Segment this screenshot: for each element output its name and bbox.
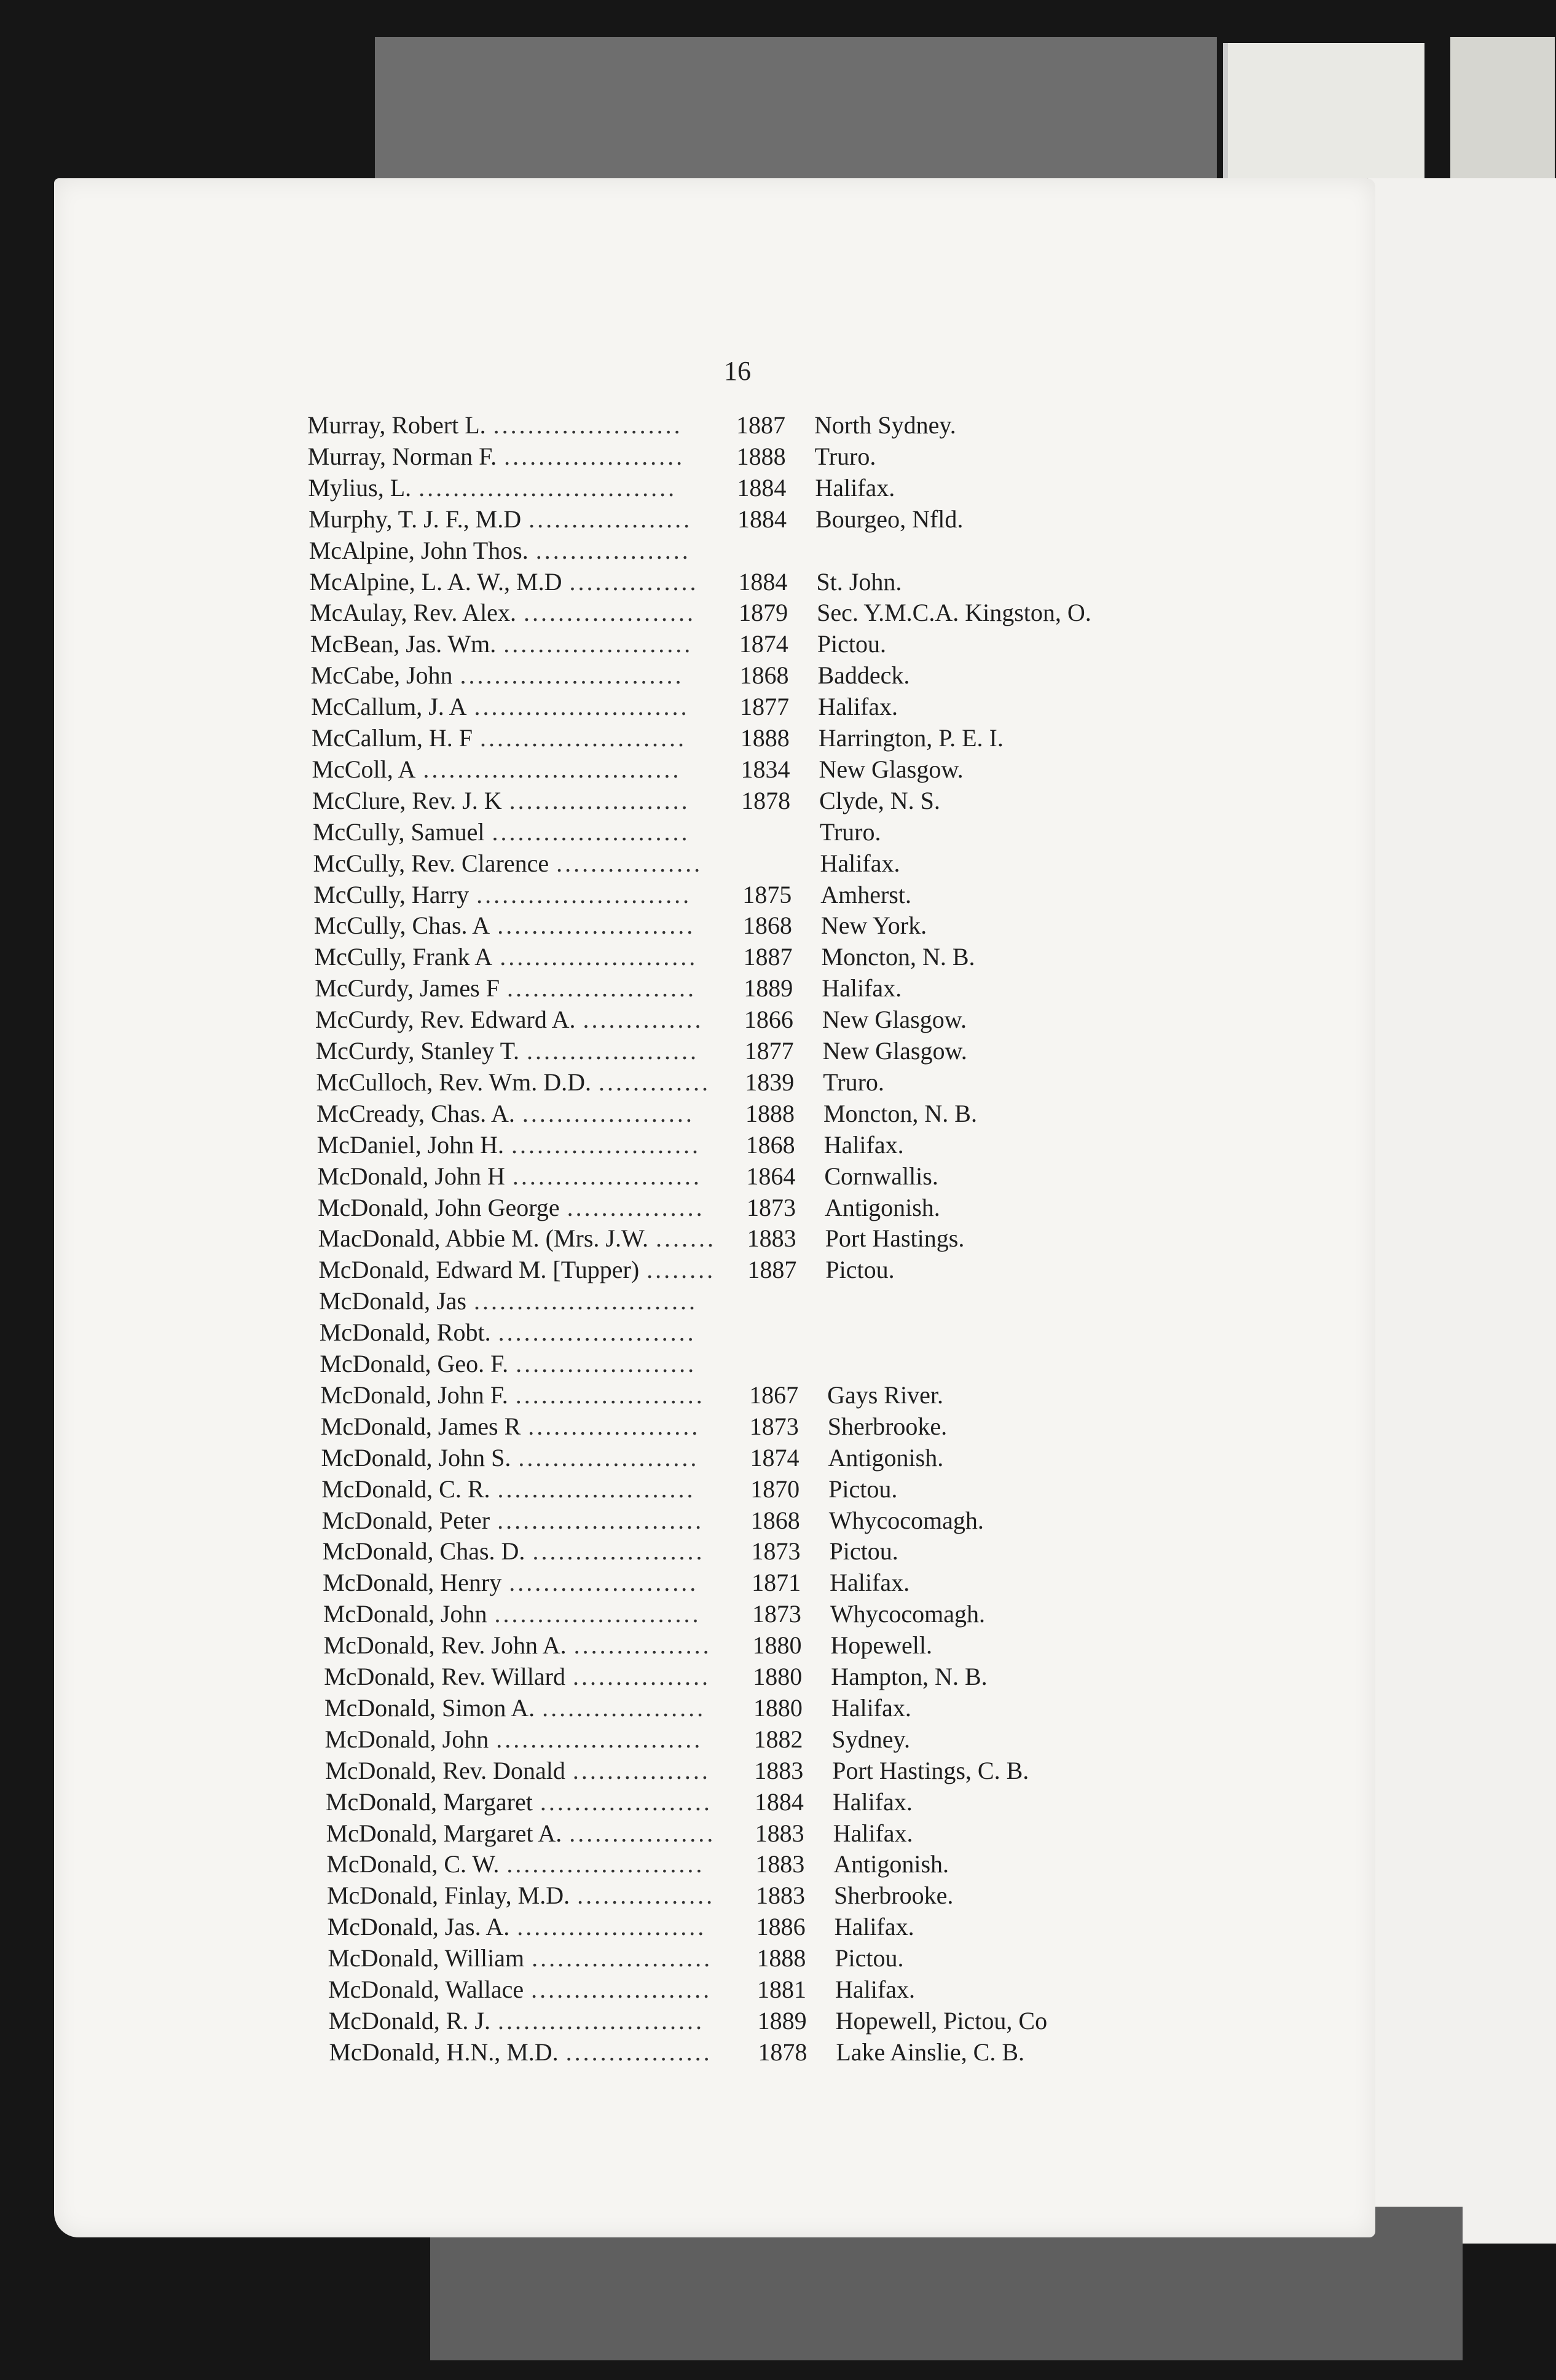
entry-name: McDonald, John S. (321, 1443, 511, 1472)
leader-dots: ...................... (493, 411, 683, 439)
entry-year: 1834 (741, 755, 790, 783)
leader-dots: ..................... (518, 1443, 699, 1472)
list-item (319, 1287, 1256, 1318)
entry-name: McDonald, John (324, 1725, 489, 1753)
entry-name: McDonald, Margaret A. (326, 1819, 562, 1847)
leader-dots: ..................... (531, 1976, 712, 2003)
leader-dots: .......................... (474, 1287, 697, 1315)
entry-name: McDonald, John F. (320, 1381, 508, 1409)
entry-year: 1867 (749, 1381, 799, 1409)
list-item (314, 911, 1251, 943)
entry-year: 1880 (752, 1631, 802, 1660)
entry-name: Mylius, L. (308, 473, 412, 502)
entry-name: McDonald, John H (317, 1162, 505, 1190)
list-item (308, 473, 1245, 505)
leader-dots: .............. (583, 1006, 704, 1034)
leader-dots: ....... (656, 1224, 717, 1253)
entry-place: Halifax. (834, 1913, 914, 1941)
list-item (321, 1443, 1258, 1475)
entry-place: New Glasgow. (819, 755, 964, 783)
entry-place: Amherst. (820, 880, 911, 908)
leader-dots: ................ (567, 1193, 705, 1221)
leader-dots: ................ (572, 1663, 710, 1690)
leader-dots: ....................... (492, 818, 690, 846)
leader-dots: ................... (528, 505, 693, 533)
page-number: 16 (724, 356, 751, 386)
entry-place: Moncton, N. B. (821, 943, 975, 971)
list-item (322, 1537, 1259, 1569)
entry-year: 1873 (752, 1600, 801, 1628)
leader-dots: ....................... (497, 1475, 696, 1503)
entry-year: 1887 (747, 1256, 797, 1284)
entry-name: McDonald, Simon A. (324, 1693, 535, 1722)
list-item (308, 505, 1246, 537)
entry-year: 1877 (744, 1037, 794, 1065)
list-item (324, 1631, 1261, 1663)
list-item (320, 1381, 1257, 1413)
entry-place: Harrington, P. E. I. (818, 724, 1004, 752)
list-item (321, 1475, 1259, 1507)
list-item (327, 1881, 1264, 1913)
entry-place: Pictou. (835, 1944, 904, 1972)
leader-dots: ........................ (480, 724, 687, 752)
entry-name: McDonald, Geo. F. (320, 1350, 509, 1377)
entry-place: Pictou. (828, 1475, 898, 1503)
entry-place: Halifax. (830, 1569, 910, 1597)
entry-place: New Glasgow. (822, 1037, 967, 1065)
entry-name: McDonald, Chas. D. (322, 1537, 525, 1566)
list-item (320, 1318, 1257, 1350)
entry-year: 1888 (756, 1944, 806, 1972)
entry-name: McAulay, Rev. Alex. (310, 599, 516, 627)
list-item (320, 1349, 1257, 1381)
list-item (325, 1756, 1262, 1788)
entry-year: 1883 (755, 1850, 805, 1878)
leader-dots: ................ (577, 1882, 715, 1910)
entry-place: St. John. (816, 567, 902, 596)
entry-name: McDonald, Margaret (325, 1787, 533, 1816)
entry-year: 1881 (757, 1976, 806, 2003)
list-item (323, 1568, 1260, 1600)
entry-year: 1887 (743, 943, 793, 971)
entry-year: 1888 (736, 442, 786, 470)
entry-name: McDaniel, John H. (316, 1130, 505, 1159)
entry-place: Truro. (819, 818, 881, 846)
leader-dots: .............................. (418, 473, 677, 502)
entry-place: Halifax. (831, 1693, 911, 1722)
leader-dots: ................. (569, 1819, 716, 1847)
entry-name: McDonald, Peter (321, 1506, 490, 1534)
entry-year: 1889 (757, 2006, 807, 2035)
entry-name: McCallum, J. A (311, 693, 467, 721)
leader-dots: ..................... (509, 786, 690, 814)
entry-name: McDonald, C. W. (326, 1850, 500, 1878)
entry-name: McDonald, R. J. (328, 2006, 490, 2035)
leader-dots: .................. (535, 536, 691, 564)
entry-year: 1882 (753, 1725, 803, 1753)
leader-dots: ...................... (517, 1913, 707, 1941)
list-item (318, 1193, 1255, 1225)
entry-year: 1883 (755, 1819, 804, 1847)
entry-name: McCabe, John (310, 661, 453, 690)
entry-name: McDonald, John (323, 1600, 487, 1628)
entry-year: 1873 (749, 1412, 799, 1440)
entry-place: Gays River. (827, 1381, 943, 1409)
list-item (316, 1099, 1254, 1131)
entry-name: McAlpine, John Thos. (308, 536, 528, 564)
list-item (328, 1912, 1265, 1944)
entry-name: McDonald, Jas. A. (327, 1913, 510, 1941)
list-item (325, 1725, 1262, 1757)
entry-year: 1886 (756, 1913, 806, 1941)
list-item (310, 661, 1248, 693)
list-item (317, 1130, 1254, 1162)
entry-name: McCulloch, Rev. Wm. D.D. (316, 1068, 591, 1096)
entry-name: McCallum, H. F (311, 724, 473, 752)
entry-year: 1871 (752, 1569, 801, 1597)
leader-dots: ........................ (496, 1725, 703, 1753)
entry-year: 1868 (745, 1130, 795, 1159)
list-item (318, 1255, 1255, 1287)
leader-dots: ..................... (532, 1944, 713, 1972)
entry-place: Halifax. (835, 1976, 915, 2003)
entry-name: McAlpine, L. A. W., M.D (309, 567, 562, 596)
entry-name: McDonald, James R (320, 1412, 521, 1440)
list-item (308, 442, 1245, 474)
entry-year: 1884 (754, 1787, 804, 1816)
leader-dots: ........ (646, 1256, 716, 1284)
entry-year: 1868 (750, 1506, 800, 1534)
entry-year: 1874 (739, 630, 788, 658)
list-item (324, 1693, 1262, 1725)
leader-dots: ............... (569, 567, 699, 596)
entry-year: 1888 (745, 1099, 795, 1127)
entry-place: Port Hastings, C. B. (832, 1756, 1029, 1784)
entry-place: Whycocomagh. (828, 1506, 984, 1534)
entry-year: 1880 (753, 1663, 803, 1690)
entry-year: 1875 (742, 880, 792, 908)
entry-name: McDonald, Robt. (319, 1318, 491, 1347)
list-item (315, 974, 1252, 1006)
entry-year: 1866 (744, 1006, 793, 1034)
list-item (310, 629, 1248, 661)
leader-dots: ..................... (504, 442, 685, 470)
entry-name: McColl, A (312, 755, 416, 783)
list-item (328, 1975, 1265, 2007)
entry-year: 1883 (747, 1224, 796, 1253)
entry-name: McCully, Rev. Clarence (313, 849, 549, 877)
entry-place: Halifax. (818, 693, 898, 721)
entry-name: McDonald, Edward M. [Tupper) (318, 1256, 640, 1284)
leader-dots: ................ (573, 1631, 712, 1660)
entry-name: McClure, Rev. J. K (312, 786, 502, 814)
entry-name: McDonald, Wallace (328, 1976, 524, 2003)
entry-name: Murray, Robert L. (307, 411, 486, 439)
list-item (312, 723, 1249, 755)
entry-place: Hampton, N. B. (831, 1663, 988, 1690)
entry-place: Clyde, N. S. (819, 786, 940, 814)
list-item (307, 411, 1244, 443)
entry-year: 1839 (745, 1068, 795, 1096)
leader-dots: .................... (527, 1037, 699, 1065)
entry-place: Pictou. (817, 630, 886, 658)
entry-place: New York. (820, 912, 927, 940)
entry-name: McDonald, Rev. Willard (324, 1663, 565, 1690)
entry-place: Baddeck. (817, 661, 910, 690)
entry-place: Hopewell. (830, 1631, 933, 1660)
list-item (322, 1506, 1259, 1538)
entry-name: Murphy, T. J. F., M.D (308, 505, 522, 533)
entry-year: 1864 (746, 1162, 796, 1190)
entry-name: McDonald, C. R. (321, 1475, 490, 1503)
entry-place: Halifax. (822, 974, 902, 1003)
entry-year: 1873 (747, 1193, 796, 1221)
entry-name: McCready, Chas. A. (316, 1099, 515, 1127)
entry-name: McDonald, Rev. Donald (325, 1756, 565, 1784)
leader-dots: ................. (556, 849, 703, 877)
leader-dots: ...................... (511, 1130, 701, 1159)
list-item (312, 786, 1249, 818)
list-item (310, 598, 1247, 630)
entry-place: Halifax. (832, 1787, 913, 1816)
entry-year: 1884 (737, 505, 787, 533)
list-item (329, 2038, 1266, 2070)
entry-place: Lake Ainslie, C. B. (836, 2038, 1024, 2066)
list-item (318, 1224, 1255, 1256)
entry-year: 1878 (758, 2038, 807, 2066)
entry-name: McDonald, John George (318, 1193, 560, 1221)
entry-name: McDonald, Finlay, M.D. (326, 1882, 570, 1910)
list-item (311, 692, 1248, 724)
entry-year: 1874 (750, 1443, 800, 1472)
list-item (316, 1036, 1253, 1068)
leader-dots: ..................... (516, 1350, 697, 1377)
leader-dots: ...................... (509, 1569, 699, 1597)
entry-year: 1884 (738, 567, 788, 596)
entry-place: Port Hastings. (825, 1224, 965, 1253)
entry-place: North Sydney. (814, 411, 956, 439)
entry-place: Halifax. (820, 849, 900, 877)
leader-dots: ....................... (500, 943, 698, 971)
entry-name: McCurdy, James F (315, 974, 500, 1003)
entry-name: McCully, Harry (313, 880, 470, 908)
list-item (321, 1412, 1258, 1444)
leader-dots: ...................... (503, 630, 693, 658)
entry-name: McCurdy, Stanley T. (315, 1037, 520, 1065)
entry-place: Pictou. (829, 1537, 898, 1566)
leader-dots: .................... (523, 599, 696, 627)
entry-place: Hopewell, Pictou, Co (835, 2006, 1048, 2035)
entry-year: 1884 (737, 473, 787, 502)
entry-year: 1888 (740, 724, 790, 752)
list-item (316, 1068, 1253, 1100)
entry-name: McCurdy, Rev. Edward A. (315, 1006, 576, 1034)
leader-dots: ........................ (497, 1506, 704, 1534)
entry-place: Sherbrooke. (833, 1882, 954, 1910)
entry-year: 1883 (755, 1882, 805, 1910)
entry-name: MacDonald, Abbie M. (Mrs. J.W. (318, 1224, 649, 1253)
list-item (326, 1850, 1263, 1882)
leader-dots: .................... (540, 1787, 712, 1816)
entry-place: Sydney. (831, 1725, 910, 1753)
entry-name: McCully, Chas. A (313, 912, 490, 940)
entry-year: 1889 (744, 974, 793, 1003)
entry-year: 1868 (742, 912, 792, 940)
leader-dots: ......................... (476, 880, 692, 908)
entry-name: McCully, Samuel (312, 818, 485, 846)
leader-dots: .............................. (423, 755, 682, 783)
entry-place: Antigonish. (833, 1850, 949, 1878)
leader-dots: ...................... (515, 1381, 705, 1409)
entry-place: Truro. (814, 442, 876, 470)
leader-dots: ...................... (506, 974, 696, 1003)
entry-name: McCully, Frank A (314, 943, 493, 971)
list-item (313, 849, 1251, 881)
leader-dots: ....................... (497, 912, 696, 940)
leader-dots: ................. (565, 2038, 712, 2066)
entry-place: Halifax. (833, 1819, 913, 1847)
list-item (317, 1162, 1254, 1194)
entry-place: Truro. (823, 1068, 884, 1096)
list-item (329, 2006, 1266, 2038)
entry-place: Moncton, N. B. (823, 1099, 977, 1127)
entry-place: Whycocomagh. (830, 1600, 985, 1628)
entry-place: Halifax. (823, 1130, 904, 1159)
leader-dots: .................... (522, 1099, 694, 1127)
entry-year: 1870 (750, 1475, 800, 1503)
entry-place: Antigonish. (825, 1193, 940, 1221)
list-item (328, 1944, 1265, 1976)
leader-dots: ............. (599, 1068, 710, 1096)
entry-year: 1873 (751, 1537, 801, 1566)
leader-dots: ........................ (494, 1600, 701, 1628)
leader-dots: ................... (542, 1693, 706, 1722)
list-item (313, 818, 1250, 849)
list-item (324, 1662, 1261, 1694)
entry-year: 1879 (739, 599, 788, 627)
entry-place: New Glasgow. (822, 1006, 967, 1034)
entry-year: 1868 (739, 661, 789, 690)
leader-dots: ...................... (512, 1162, 702, 1190)
list-item (313, 880, 1251, 912)
leader-dots: .......................... (460, 661, 684, 690)
leader-dots: ......................... (474, 693, 690, 721)
list-item (326, 1819, 1263, 1851)
leader-dots: ....................... (506, 1850, 705, 1878)
leader-dots: ........................ (498, 2006, 704, 2035)
list-item (323, 1599, 1260, 1631)
entry-year: 1878 (741, 786, 791, 814)
entry-name: McDonald, Rev. John A. (323, 1631, 567, 1660)
leader-dots: ................ (572, 1756, 710, 1784)
entry-year: 1887 (736, 411, 785, 439)
entry-name: McBean, Jas. Wm. (310, 630, 497, 658)
entry-year: 1880 (753, 1693, 803, 1722)
entry-place: Cornwallis. (824, 1162, 938, 1190)
list-item (315, 942, 1252, 974)
entry-name: Murray, Norman F. (307, 442, 497, 470)
leader-dots: .................... (528, 1412, 701, 1440)
list-item (309, 536, 1246, 568)
entry-name: McDonald, H.N., M.D. (329, 2038, 559, 2066)
entry-place: Bourgeo, Nfld. (815, 505, 964, 533)
entry-name: McDonald, Jas (319, 1287, 466, 1315)
entry-name: McDonald, William (328, 1944, 525, 1972)
list-item (326, 1787, 1263, 1819)
entry-name: McDonald, Henry (323, 1569, 502, 1597)
entry-year: 1877 (740, 693, 790, 721)
entry-place: Halifax. (815, 473, 895, 502)
entry-place: Sec. Y.M.C.A. Kingston, O. (817, 599, 1091, 627)
list-item (312, 755, 1249, 787)
list-item (315, 1005, 1252, 1037)
list-item (309, 567, 1246, 599)
entry-place: Sherbrooke. (827, 1412, 948, 1440)
leader-dots: .................... (532, 1537, 705, 1566)
entry-place: Pictou. (825, 1256, 895, 1284)
entry-place: Antigonish. (828, 1443, 944, 1472)
entry-year: 1883 (754, 1756, 804, 1784)
leader-dots: ....................... (498, 1318, 696, 1347)
